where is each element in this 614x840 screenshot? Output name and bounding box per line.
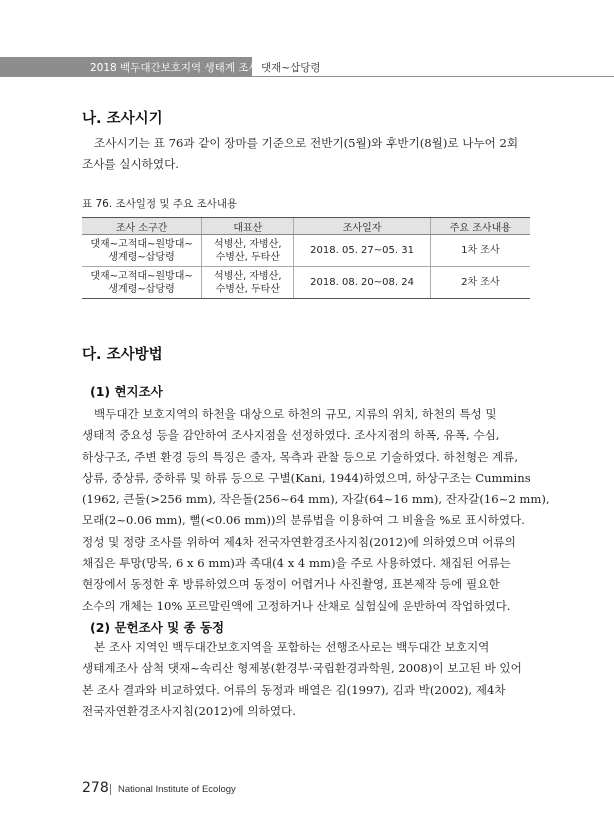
paragraph-field-survey	[82, 404, 550, 617]
table-row	[82, 267, 530, 299]
text-line: 정성 및 정량 조사를 위하여 제4차 전국자연환경조사지침(2012)에 의하였으며 어류의	[82, 534, 516, 549]
running-header	[0, 57, 614, 77]
footer-divider	[110, 784, 111, 795]
cell-line: 석병산, 자병산,	[214, 238, 282, 250]
text-line: 채집은 투망(망목, 6 x 6 mm)과 족대(4 x 4 mm)을 주로 사용하였다. 채집된 어류는	[82, 556, 511, 571]
table-header-row	[82, 218, 530, 235]
cell-line: 생계령~삽당령	[108, 251, 175, 263]
table-caption: 표 76. 조사일정 및 주요 조사내용	[82, 198, 238, 210]
table-row	[82, 235, 530, 267]
text-line: 조사를 실시하였다.	[82, 157, 179, 172]
table-cell-mountain	[202, 267, 294, 299]
paragraph-survey-period	[82, 133, 534, 176]
text-line: 생태계조사 삼척 댓재~속리산 형제봉(환경부·국립환경과학원, 2008)이 보고된 바 있어	[82, 661, 522, 676]
text-line: 본 조사 결과와 비교하였다. 어류의 동정과 배열은 김(1997), 김과 박(2002), 제4차	[82, 682, 506, 697]
cell-line: 수병산, 두타산	[215, 251, 280, 263]
cell-line: 댓재~고적대~원방대~	[90, 238, 193, 250]
header-title-block	[0, 57, 259, 77]
text-line: 하상구조, 주변 환경 등의 특징은 줄자, 목측과 관찰 등으로 기술하였다. 하천형은 계류,	[82, 449, 519, 464]
text-line: 모래(2~0.06 mm), 뻘(<0.06 mm))의 분류법을 이용하여 그 비율을 %로 표시하였다.	[82, 513, 525, 528]
table-header-cell: 조사 소구간	[82, 218, 202, 235]
text-line: 백두대간 보호지역의 하천을 대상으로 하천의 규모, 지류의 위치, 하천의 특성 및	[94, 407, 497, 421]
table-header-cell: 조사일자	[294, 218, 430, 235]
footer-institution: National Institute of Ecology	[118, 784, 236, 795]
table-cell-section	[82, 235, 202, 267]
text-line: 본 조사 지역인 백두대간보호지역을 포함하는 선행조사로는 백두대간 보호지역	[94, 640, 490, 654]
cell-line: 댓재~고적대~원방대~	[90, 270, 193, 282]
text-line: 전국자연환경조사지침(2012)에 의하였다.	[82, 703, 296, 718]
subsection-heading-literature: (2) 문헌조사 및 종 동정	[90, 620, 225, 635]
text-line: 현장에서 동정한 후 방류하였으며 동정이 어렵거나 사진촬영, 표본제작 등에 필요한	[82, 577, 500, 592]
text-line: 소수의 개체는 10% 포르말린액에 고정하거나 산채로 실험실에 운반하여 작업하였다.	[82, 598, 511, 613]
header-title: 2018 백두대간보호지역 생태계 조사	[90, 62, 259, 74]
subsection-heading-field-survey: (1) 현지조사	[90, 384, 163, 399]
table-cell-section	[82, 267, 202, 299]
table-cell-date: 2018. 08. 20~08. 24	[294, 267, 430, 299]
cell-line: 수병산, 두타산	[215, 283, 280, 295]
text-line: 상류, 중상류, 중하류 및 하류 등으로 구별(Kani, 1944)하였으며, 하상구조는 Cummins	[82, 470, 531, 485]
table-cell-date: 2018. 05. 27~05. 31	[294, 235, 430, 267]
page-number: 278	[82, 780, 109, 796]
table-cell-mountain	[202, 235, 294, 267]
table-cell-content: 2차 조사	[430, 267, 530, 299]
table-cell-content: 1차 조사	[430, 235, 530, 267]
cell-line: 석병산, 자병산,	[214, 270, 282, 282]
text-line: 조사시기는 표 76과 같이 장마를 기준으로 전반기(5월)와 후반기(8월)로 나누어 2회	[94, 136, 519, 150]
text-line: (1962, 큰돌(>256 mm), 작은돌(256~64 mm), 자갈(64~16 mm), 잔자갈(16~2 mm),	[82, 492, 550, 507]
cell-line: 생계령~삽당령	[108, 283, 175, 295]
text-line: 생태적 중요성 등을 감안하여 조사지점을 선정하였다. 조사지점의 하폭, 유폭, 수심,	[82, 428, 500, 443]
section-heading-da: 다. 조사방법	[82, 347, 163, 363]
table-header-cell: 주요 조사내용	[430, 218, 530, 235]
table-header-cell: 대표산	[202, 218, 294, 235]
survey-schedule-table	[82, 217, 530, 299]
header-rule	[252, 76, 614, 77]
paragraph-literature	[82, 637, 534, 722]
header-chapter: 댓재~삽당령	[261, 62, 321, 74]
section-heading-na: 나. 조사시기	[82, 111, 163, 127]
